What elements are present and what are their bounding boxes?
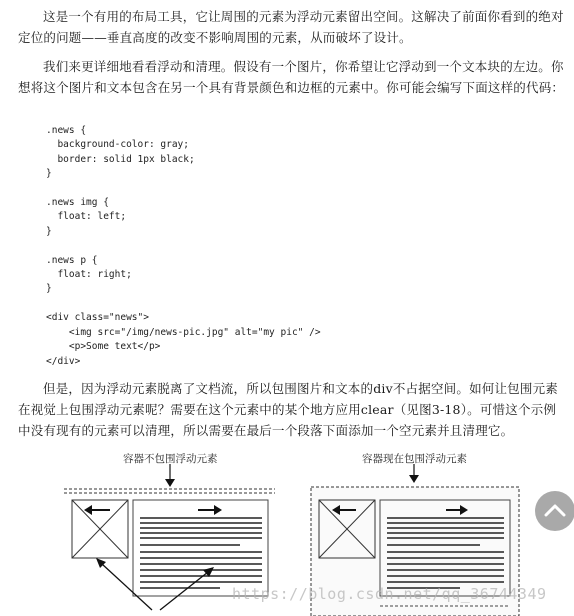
watermark: https://blog.csdn.net/qq_36744349 [232, 585, 547, 603]
code-block: .news { background-color: gray; border: solid 1px black; } .news img { float: left; } .news p { float: right; } <div class="news"> <img src="/img/news-pic.jpg" alt="my pic" /> <p>Some text</p> </div> [46, 125, 321, 367]
chevron-up-icon [543, 499, 567, 523]
paragraph-clear-explanation: 但是，因为浮动元素脱离了文档流，所以包围图片和文本的div不占据空间。如何让包围元素在视觉上包围浮动元素呢？需要在这个元素中的某个地方应用clear（见图3-18）。可惜这个示例中没有现有的元素可以清理，所以需要在最后一个段落下面添加一个空元素并且清理它。 [18, 381, 558, 438]
paragraph-intro: 这是一个有用的布局工具，它让周围的元素为浮动元素留出空间。这解决了前面你看到的绝对定位的问题——垂直高度的改变不影响周围的元素，从而破坏了设计。 [18, 9, 564, 45]
paragraph-float-clear: 我们来更详细地看看浮动和清理。假设有一个图片，你希望让它浮动到一个文本块的左边。你想将这个图片和文本包含在另一个具有背景颜色和边框的元素中。你可能会编写下面这样的代码： [18, 59, 565, 95]
figure-caption-left: 容器不包围浮动元素 [123, 453, 218, 465]
figure-caption-right: 容器现在包围浮动元素 [362, 453, 467, 465]
scroll-to-top-button[interactable] [535, 491, 574, 531]
